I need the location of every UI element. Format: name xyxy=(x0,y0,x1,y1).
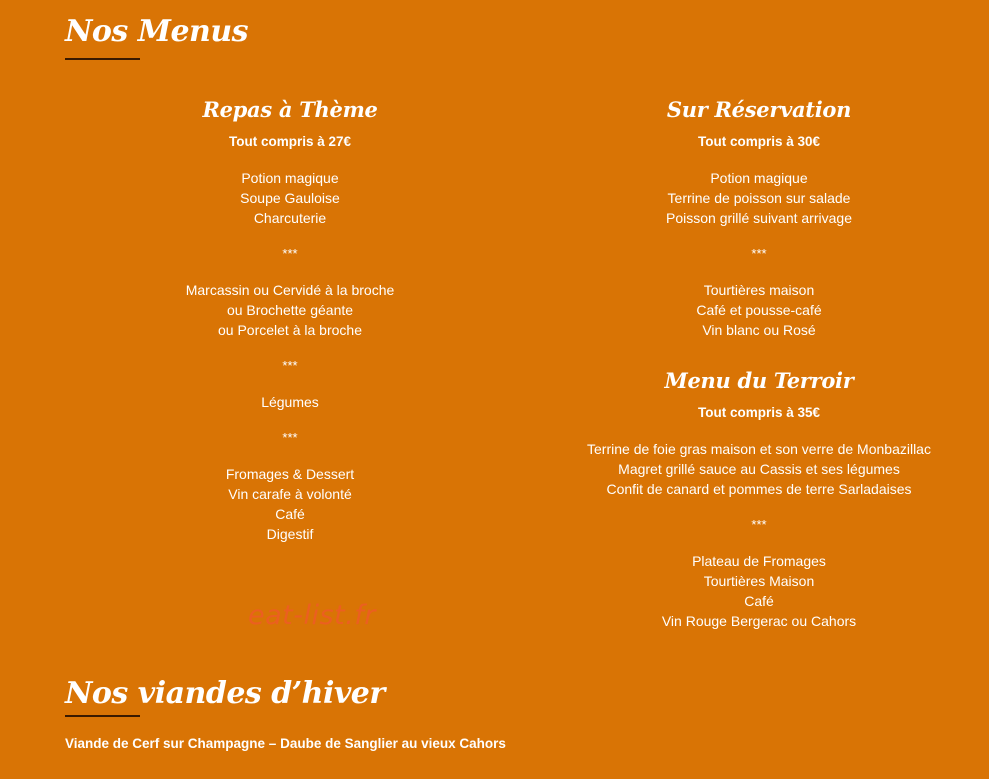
winter-title: Nos viandes d’hiver xyxy=(65,676,385,711)
menu-terroir-item: Terrine de foie gras maison et son verre de Monbazillac xyxy=(587,441,931,457)
watermark: eat-list.fr xyxy=(248,600,376,631)
menu-theme xyxy=(140,96,440,544)
menu-terroir-item: Plateau de Fromages xyxy=(692,553,826,569)
page-title: Nos Menus xyxy=(65,14,249,49)
winter-title-underline xyxy=(65,715,140,717)
menu-theme-item: Marcassin ou Cervidé à la broche xyxy=(185,282,395,298)
menu-reservation-item: Potion magique xyxy=(710,170,808,186)
menu-reservation-item: Terrine de poisson sur salade xyxy=(667,190,851,206)
course-separator: *** xyxy=(751,246,767,261)
menu-reservation-price: Tout compris à 30€ xyxy=(697,134,821,149)
menu-reservation-item: Café et pousse-café xyxy=(696,302,822,318)
title-underline xyxy=(65,58,140,60)
menu-theme-title: Repas à Thème xyxy=(202,97,378,122)
menu-terroir-title: Menu du Terroir xyxy=(664,368,854,393)
menu-terroir-courses xyxy=(560,439,958,631)
course-separator: *** xyxy=(282,430,298,445)
menu-theme-item: Digestif xyxy=(266,526,314,542)
course-separator: *** xyxy=(282,358,298,373)
menu-theme-item: ou Porcelet à la broche xyxy=(218,322,362,338)
menu-theme-item: Vin carafe à volonté xyxy=(228,486,352,502)
menu-terroir xyxy=(560,367,958,631)
menu-reservation-item: Vin blanc ou Rosé xyxy=(702,322,816,338)
menu-terroir-item: Vin Rouge Bergerac ou Cahors xyxy=(661,613,857,629)
menu-terroir-price: Tout compris à 35€ xyxy=(697,405,821,420)
menu-terroir-item: Tourtières Maison xyxy=(703,573,815,589)
menu-theme-price: Tout compris à 27€ xyxy=(228,134,352,149)
menu-reservation-title: Sur Réservation xyxy=(666,97,852,122)
menu-terroir-item: Magret grillé sauce au Cassis et ses légumes xyxy=(618,461,900,477)
menu-theme-item: ou Brochette géante xyxy=(226,302,354,318)
menu-theme-item: Fromages & Dessert xyxy=(225,466,355,482)
menu-terroir-item: Confit de canard et pommes de terre Sarladaises xyxy=(606,481,912,497)
menu-theme-item: Potion magique xyxy=(241,170,339,186)
menu-terroir-item: Café xyxy=(744,593,774,609)
menu-theme-item: Légumes xyxy=(261,394,319,410)
menu-reservation-item: Tourtières maison xyxy=(703,282,815,298)
menu-theme-item: Café xyxy=(275,506,305,522)
menu-reservation-courses xyxy=(560,168,958,340)
menu-reservation-item: Poisson grillé suivant arrivage xyxy=(666,210,852,226)
menu-theme-courses xyxy=(140,168,440,544)
menu-reservation xyxy=(560,96,958,340)
menu-theme-item: Charcuterie xyxy=(253,210,327,226)
course-separator: *** xyxy=(282,246,298,261)
winter-meats-text: Viande de Cerf sur Champagne – Daube de Sanglier au vieux Cahors xyxy=(65,736,506,751)
course-separator: *** xyxy=(751,517,767,532)
menu-theme-item: Soupe Gauloise xyxy=(240,190,340,206)
